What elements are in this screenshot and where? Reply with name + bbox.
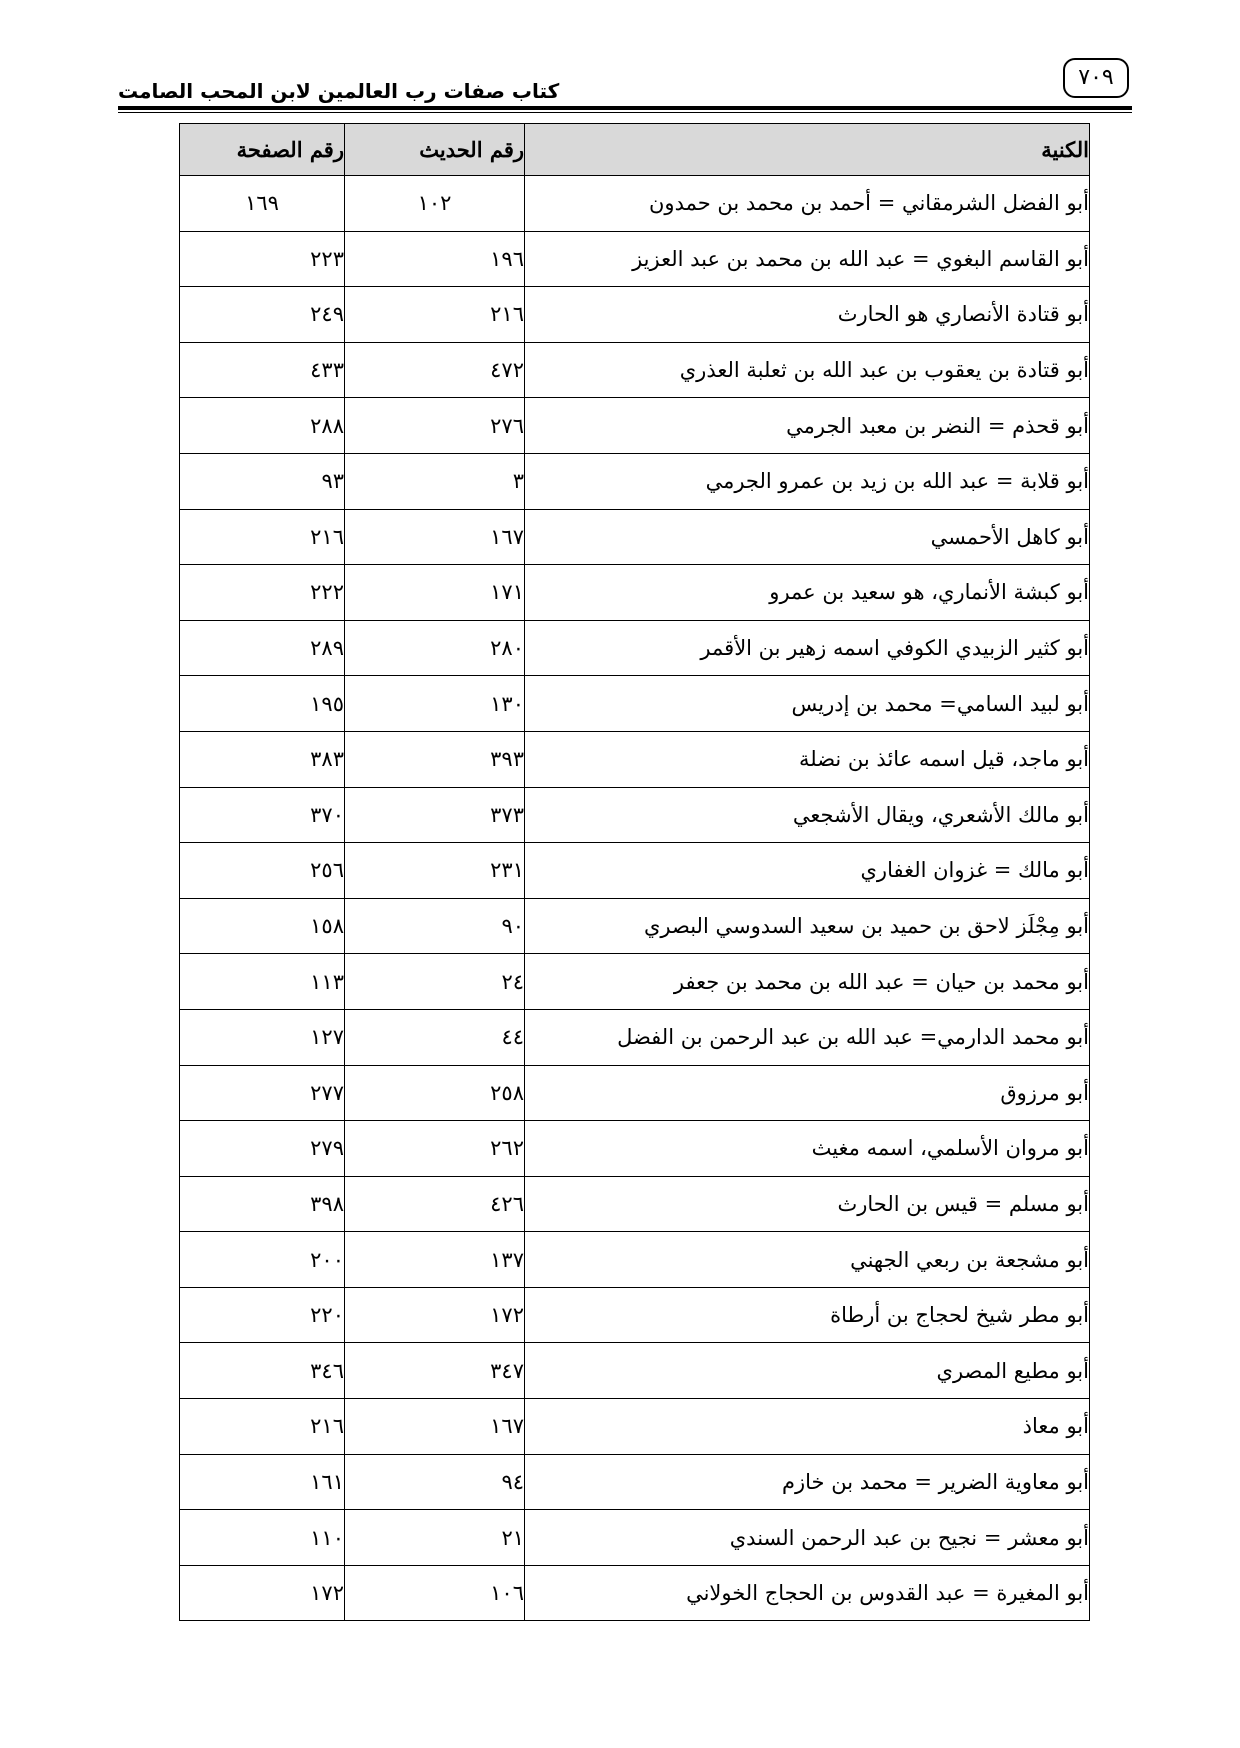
table-row <box>180 398 1090 454</box>
kunya-cell: أبو محمد الدارمي= عبد الله بن عبد الرحمن بن الفضل <box>525 1009 1090 1065</box>
page-number-cell: ٢٠٠ <box>180 1232 345 1288</box>
page-number-cell: ١٦٩ <box>180 176 345 232</box>
kunya-index-table <box>179 123 1090 1621</box>
kunya-cell: أبو قتادة الأنصاري هو الحارث <box>525 287 1090 343</box>
kunya-cell: أبو لبيد السامي= محمد بن إدريس <box>525 676 1090 732</box>
kunya-cell: أبو كبشة الأنماري، هو سعيد بن عمرو <box>525 565 1090 621</box>
kunya-cell: أبو قلابة = عبد الله بن زيد بن عمرو الجرمي <box>525 453 1090 509</box>
hadith-number-cell: ١٩٦ <box>345 231 525 287</box>
page-number-cell: ٣٨٣ <box>180 731 345 787</box>
hadith-number-cell: ١٧٢ <box>345 1287 525 1343</box>
table-row <box>180 620 1090 676</box>
hadith-number-cell: ١٣٧ <box>345 1232 525 1288</box>
table-header-row <box>180 124 1090 176</box>
page-number-cell: ٣٤٦ <box>180 1343 345 1399</box>
kunya-cell: أبو المغيرة = عبد القدوس بن الحجاج الخولاني <box>525 1565 1090 1621</box>
header-rule-thin <box>118 112 1132 113</box>
table-row <box>180 1454 1090 1510</box>
page-number-cell: ٢١٦ <box>180 1399 345 1455</box>
header-rule <box>118 106 1132 110</box>
kunya-cell: أبو القاسم البغوي = عبد الله بن محمد بن عبد العزيز <box>525 231 1090 287</box>
column-header-page-number: رقم الصفحة <box>180 124 345 176</box>
kunya-cell: أبو كثير الزبيدي الكوفي اسمه زهير بن الأقمر <box>525 620 1090 676</box>
page-number-cell: ٢١٦ <box>180 509 345 565</box>
page-number-cell: ٢٢٠ <box>180 1287 345 1343</box>
hadith-number-cell: ١٦٧ <box>345 509 525 565</box>
hadith-number-cell: ٢٥٨ <box>345 1065 525 1121</box>
kunya-cell: أبو مشجعة بن ربعي الجهني <box>525 1232 1090 1288</box>
table-row <box>180 1065 1090 1121</box>
page-number: ٧٠٩ <box>1063 58 1129 98</box>
kunya-cell: أبو مسلم = قيس بن الحارث <box>525 1176 1090 1232</box>
hadith-number-cell: ٢٦٢ <box>345 1121 525 1177</box>
table-row <box>180 1343 1090 1399</box>
table-row <box>180 1287 1090 1343</box>
page-number-cell: ٢٨٨ <box>180 398 345 454</box>
hadith-number-cell: ٢٤ <box>345 954 525 1010</box>
kunya-cell: أبو معاذ <box>525 1399 1090 1455</box>
hadith-number-cell: ٢٧٦ <box>345 398 525 454</box>
hadith-number-cell: ٤٤ <box>345 1009 525 1065</box>
column-header-hadith-number: رقم الحديث <box>345 124 525 176</box>
kunya-cell: أبو مالك = غزوان الغفاري <box>525 843 1090 899</box>
table-row <box>180 787 1090 843</box>
page-number-cell: ٣٧٠ <box>180 787 345 843</box>
table-row <box>180 843 1090 899</box>
kunya-cell: أبو قحذم = النضر بن معبد الجرمي <box>525 398 1090 454</box>
page-number-cell: ١٢٧ <box>180 1009 345 1065</box>
table-row <box>180 954 1090 1010</box>
kunya-cell: أبو مالك الأشعري، ويقال الأشجعي <box>525 787 1090 843</box>
table-row <box>180 1232 1090 1288</box>
hadith-number-cell: ١٠٦ <box>345 1565 525 1621</box>
hadith-number-cell: ٤٢٦ <box>345 1176 525 1232</box>
table-row <box>180 176 1090 232</box>
hadith-number-cell: ١٧١ <box>345 565 525 621</box>
table-row <box>180 1009 1090 1065</box>
table-row <box>180 509 1090 565</box>
kunya-cell: أبو الفضل الشرمقاني = أحمد بن محمد بن حمدون <box>525 176 1090 232</box>
page-number-cell: ٢٧٧ <box>180 1065 345 1121</box>
page-number-cell: ١١٠ <box>180 1510 345 1566</box>
column-header-kunya: الكنية <box>525 124 1090 176</box>
table-row <box>180 287 1090 343</box>
table-row <box>180 565 1090 621</box>
hadith-number-cell: ٤٧٢ <box>345 342 525 398</box>
page-number-cell: ١١٣ <box>180 954 345 1010</box>
kunya-cell: أبو مرزوق <box>525 1065 1090 1121</box>
page-number-cell: ٢٢٢ <box>180 565 345 621</box>
hadith-number-cell: ١٦٧ <box>345 1399 525 1455</box>
page-number-cell: ٣٩٨ <box>180 1176 345 1232</box>
page-number-cell: ٤٣٣ <box>180 342 345 398</box>
hadith-number-cell: ٣ <box>345 453 525 509</box>
page-number-cell: ١٥٨ <box>180 898 345 954</box>
kunya-cell: أبو مِجْلَز لاحق بن حميد بن سعيد السدوسي البصري <box>525 898 1090 954</box>
hadith-number-cell: ٣٩٣ <box>345 731 525 787</box>
book-title: كتاب صفات رب العالمين لابن المحب الصامت <box>118 79 560 103</box>
table-row <box>180 676 1090 732</box>
page-number-cell: ٢٧٩ <box>180 1121 345 1177</box>
kunya-cell: أبو معشر = نجيح بن عبد الرحمن السندي <box>525 1510 1090 1566</box>
table-row <box>180 1510 1090 1566</box>
kunya-cell: أبو ماجد، قيل اسمه عائذ بن نضلة <box>525 731 1090 787</box>
page-number-cell: ٢٨٩ <box>180 620 345 676</box>
table-row <box>180 898 1090 954</box>
page-number-cell: ١٧٢ <box>180 1565 345 1621</box>
hadith-number-cell: ١٠٢ <box>345 176 525 232</box>
hadith-number-cell: ١٣٠ <box>345 676 525 732</box>
table-row <box>180 231 1090 287</box>
hadith-number-cell: ٢٣١ <box>345 843 525 899</box>
page-number-cell: ١٩٥ <box>180 676 345 732</box>
kunya-cell: أبو محمد بن حيان = عبد الله بن محمد بن جعفر <box>525 954 1090 1010</box>
table-row <box>180 1121 1090 1177</box>
table-row <box>180 342 1090 398</box>
table-row <box>180 731 1090 787</box>
page-number-cell: ٢٤٩ <box>180 287 345 343</box>
hadith-number-cell: ٣٧٣ <box>345 787 525 843</box>
kunya-cell: أبو مروان الأسلمي، اسمه مغيث <box>525 1121 1090 1177</box>
table-row <box>180 1565 1090 1621</box>
page-number-cell: ١٦١ <box>180 1454 345 1510</box>
table-row <box>180 1176 1090 1232</box>
page-number-cell: ٢٢٣ <box>180 231 345 287</box>
kunya-cell: أبو معاوية الضرير = محمد بن خازم <box>525 1454 1090 1510</box>
hadith-number-cell: ٣٤٧ <box>345 1343 525 1399</box>
page-number-cell: ٢٥٦ <box>180 843 345 899</box>
table-row <box>180 453 1090 509</box>
kunya-cell: أبو قتادة بن يعقوب بن عبد الله بن ثعلبة العذري <box>525 342 1090 398</box>
kunya-cell: أبو كاهل الأحمسي <box>525 509 1090 565</box>
kunya-cell: أبو مطر شيخ لحجاج بن أرطاة <box>525 1287 1090 1343</box>
hadith-number-cell: ٢١ <box>345 1510 525 1566</box>
table-row <box>180 1399 1090 1455</box>
hadith-number-cell: ٢١٦ <box>345 287 525 343</box>
hadith-number-cell: ٩٤ <box>345 1454 525 1510</box>
page-number-cell: ٩٣ <box>180 453 345 509</box>
hadith-number-cell: ٢٨٠ <box>345 620 525 676</box>
hadith-number-cell: ٩٠ <box>345 898 525 954</box>
kunya-cell: أبو مطيع المصري <box>525 1343 1090 1399</box>
